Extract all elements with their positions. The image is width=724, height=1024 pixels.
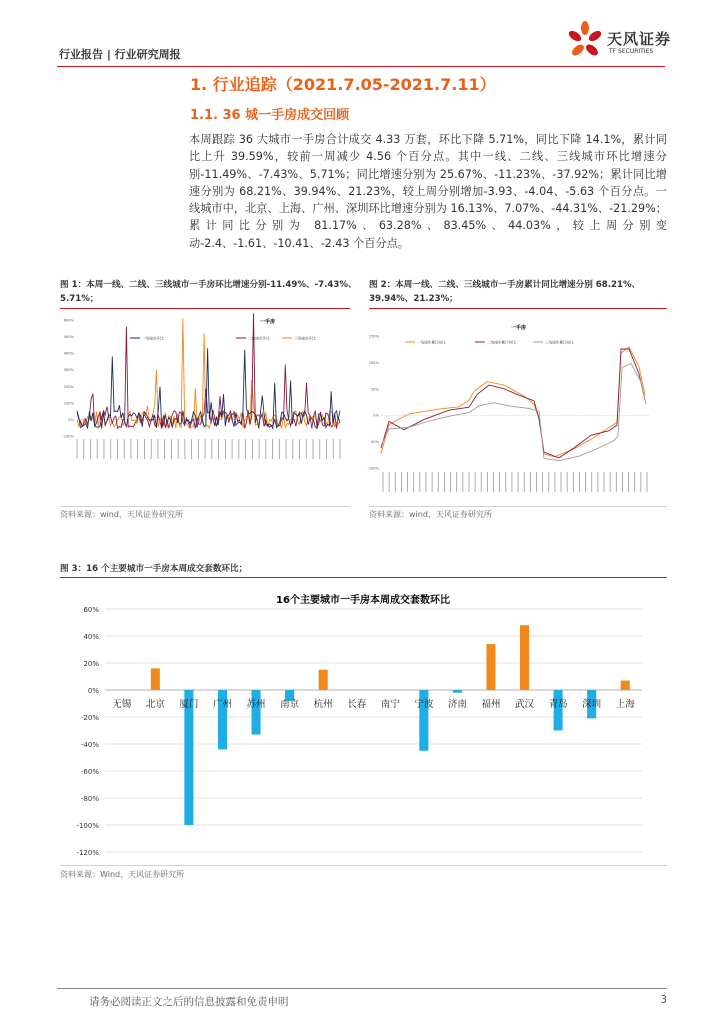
fig3-y-tick-label: -80% — [80, 795, 99, 803]
fig1-x-tick-label — [238, 439, 239, 459]
fig3-bar-北京 — [151, 668, 160, 690]
fig3-y-tick-label: 0% — [87, 687, 99, 695]
fig3-bar-上海 — [621, 681, 630, 690]
page-number: 3 — [660, 994, 667, 1006]
fig2-x-tick-label — [401, 472, 402, 492]
fig1-y-tick-label: 400% — [63, 351, 74, 356]
fig3-bottom-rule — [60, 865, 667, 866]
fig1-x-tick-label — [272, 439, 273, 459]
fig3-top-rule — [60, 577, 667, 578]
fig3-bar-厦门 — [184, 690, 193, 825]
fig2-x-tick-label — [389, 472, 390, 492]
fig1-x-tick-label — [218, 439, 219, 459]
fig3-x-tick-label: 长春 — [347, 699, 367, 710]
body-paragraph: 本周跟踪 36 大城市一手房合计成交 4.33 万套，环比下降 5.71%，同比下降 14.1%，累计同比上升 39.59%，较前一周减少 4.56 个百分点。其中一线、二线、三线城市环比增速分别-11.49%、-7.43%、5.71%；同比增速分别为 25.67%、-11.23%、-37.92%；累计同比增速分别为 68.21%、39.94%、21.23%，较上周分别增加-3.93、-4.04、-5.63 个百分点。一线城市中，北京、上海、广州、深圳环比增速分别为 16.13%、7.07%、-44.31%、-21.29%；累计同比分别为 81.17%、63.28%、83.45%、44.03%，较上周分别变动-2.4、-1.61、-10.41、-2.43 个百分点。 — [189, 133, 667, 250]
fig2-source: 资料来源：wind、天风证券研究所 — [369, 510, 492, 519]
fig1-y-tick-label: 600% — [63, 318, 74, 323]
fig2-chart — [369, 312, 667, 506]
fig3-x-tick-label: 苏州 — [246, 699, 266, 710]
fig2-y-tick-label: 50% — [371, 387, 379, 392]
fig2-x-tick-label — [505, 472, 506, 492]
fig1-x-tick-label — [211, 439, 212, 459]
fig2-x-tick-label — [456, 472, 457, 492]
fig2-series-line — [381, 347, 645, 457]
fig2-x-tick-label — [462, 472, 463, 492]
fig2-x-tick-label — [591, 472, 592, 492]
fig1-x-tick-label — [171, 439, 172, 459]
fig2-x-tick-label — [530, 472, 531, 492]
fig3-x-tick-label: 宁波 — [414, 699, 434, 710]
logo-subtitle: TF SECURITIES — [609, 48, 654, 55]
fig2-legend-label: 二线城市累计同比 — [487, 340, 516, 345]
fig2-caption: 图 2：本周一线、二线、三线城市一手房累计同比增速分别 68.21%、39.94%、21.23%； — [369, 280, 641, 304]
fig1-x-tick-label — [232, 439, 233, 459]
fig1-chart — [60, 312, 350, 506]
fig3-x-tick-label: 济南 — [447, 699, 467, 710]
fig2-y-tick-label: -50% — [369, 440, 379, 445]
fig3-x-tick-label: 北京 — [145, 699, 165, 710]
fig2-x-tick-label — [573, 472, 574, 492]
fig1-top-rule — [60, 308, 350, 309]
fig3-x-tick-label: 深圳 — [582, 699, 602, 710]
fig2-y-tick-label: 150% — [368, 334, 379, 339]
fig2-x-tick-label — [597, 472, 598, 492]
fig2-x-tick-label — [413, 472, 414, 492]
fig1-y-axis — [62, 319, 74, 439]
fig2-bottom-rule — [369, 506, 667, 507]
breadcrumb: 行业报告 | 行业研究周报 — [59, 48, 181, 61]
fig1-x-tick-label — [77, 439, 78, 459]
fig3-x-tick-label: 广州 — [212, 699, 232, 710]
fig1-x-tick-label — [252, 439, 253, 459]
fig3-caption: 图 3：16 个主要城市一手房本周成交套数环比； — [60, 564, 248, 574]
fig1-x-tick-label — [110, 439, 111, 459]
fig3-source: 资料来源：Wind、天风证券研究所 — [60, 870, 185, 879]
fig1-x-axis-dates — [77, 439, 341, 459]
fig1-x-tick-label — [178, 439, 179, 459]
fig3-x-tick-label: 南宁 — [380, 699, 400, 710]
section-subtitle: 1.1. 36 城一手房成交回顾 — [190, 108, 350, 123]
fig2-x-tick-label — [610, 472, 611, 492]
fig3-bar-武汉 — [520, 625, 529, 690]
fig1-x-tick-label — [313, 439, 314, 459]
fig3-y-tick-label: 60% — [83, 606, 99, 614]
fig2-chart-title: 一手房 — [511, 325, 527, 331]
fig3-y-tick-label: -120% — [76, 849, 99, 857]
company-logo — [565, 20, 675, 62]
fig2-x-tick-label — [579, 472, 580, 492]
fig3-x-tick-label: 无锡 — [112, 699, 132, 710]
fig2-x-tick-label — [585, 472, 586, 492]
fig1-y-tick-label: 200% — [63, 384, 74, 389]
fig3-y-axis — [76, 606, 99, 857]
fig2-x-tick-label — [518, 472, 519, 492]
fig1-legend — [130, 336, 316, 341]
fig3-y-tick-label: -20% — [80, 714, 99, 722]
fig3-x-tick-label: 杭州 — [313, 699, 333, 710]
fig2-x-tick-label — [426, 472, 427, 492]
fig2-x-tick-label — [536, 472, 537, 492]
fig1-legend-label: 二线城市环比 — [248, 336, 270, 341]
fig1-x-tick-label — [184, 439, 185, 459]
fig1-x-tick-label — [245, 439, 246, 459]
fig1-bottom-rule — [60, 506, 350, 507]
fig2-x-tick-label — [481, 472, 482, 492]
fig3-bars — [151, 625, 630, 825]
fig2-x-tick-label — [542, 472, 543, 492]
fig1-x-tick-label — [117, 439, 118, 459]
fig2-x-tick-label — [469, 472, 470, 492]
fig2-y-tick-label: 0% — [373, 413, 379, 418]
fig2-x-tick-label — [647, 472, 648, 492]
fig1-x-tick-label — [225, 439, 226, 459]
fig3-x-tick-label: 厦门 — [179, 699, 199, 710]
fig2-x-tick-label — [604, 472, 605, 492]
fig1-x-tick-label — [144, 439, 145, 459]
fig1-x-tick-label — [90, 439, 91, 459]
fig2-x-tick-label — [419, 472, 420, 492]
fig2-x-tick-label — [395, 472, 396, 492]
fig1-legend-label: 三线城市环比 — [294, 336, 316, 341]
fig2-x-tick-label — [616, 472, 617, 492]
fig1-x-tick-label — [292, 439, 293, 459]
fig1-y-tick-label: 300% — [63, 368, 74, 373]
fig1-x-tick-label — [137, 439, 138, 459]
fig1-x-tick-label — [326, 439, 327, 459]
fig2-x-tick-label — [475, 472, 476, 492]
fig1-x-tick-label — [319, 439, 320, 459]
fig3-bar-青岛 — [554, 690, 563, 731]
fig1-x-tick-label — [97, 439, 98, 459]
fig1-x-tick-label — [131, 439, 132, 459]
fig1-caption: 图 1：本周一线、二线、三线城市一手房环比增速分别-11.49%、-7.43%、5.71%； — [60, 280, 357, 304]
fig1-x-tick-label — [151, 439, 152, 459]
fig3-x-tick-label: 上海 — [615, 699, 635, 710]
fig1-x-tick-label — [124, 439, 125, 459]
fig2-x-tick-label — [432, 472, 433, 492]
fig2-legend — [405, 340, 574, 345]
fig1-chart-title: 一手房 — [260, 319, 276, 325]
fig1-y-tick-label: -100% — [62, 434, 74, 439]
fig1-x-tick-label — [191, 439, 192, 459]
fig1-source: 资料来源：wind、天风证券研究所 — [60, 510, 183, 519]
fig1-y-tick-label: 0% — [68, 417, 74, 422]
fig1-x-tick-label — [306, 439, 307, 459]
fig1-y-tick-label: 500% — [63, 335, 74, 340]
fig1-x-tick-label — [299, 439, 300, 459]
fig2-y-tick-label: 100% — [368, 360, 379, 365]
logo-name: 天风证券 — [607, 30, 672, 48]
fig1-x-tick-label — [164, 439, 165, 459]
fig3-y-tick-label: 40% — [83, 633, 99, 641]
fig3-x-tick-label: 福州 — [481, 699, 501, 710]
fig1-x-tick-label — [265, 439, 266, 459]
fig3-x-tick-label: 青岛 — [548, 699, 568, 710]
fig3-x-tick-label: 南京 — [280, 699, 300, 710]
fig2-x-tick-label — [499, 472, 500, 492]
fig3-bar-济南 — [453, 690, 462, 693]
fig3-chart — [60, 580, 667, 865]
fig1-x-tick-label — [158, 439, 159, 459]
fig2-x-tick-label — [450, 472, 451, 492]
fig2-x-tick-label — [622, 472, 623, 492]
fig2-x-tick-label — [634, 472, 635, 492]
fig3-y-tick-label: -60% — [80, 768, 99, 776]
fig3-bar-杭州 — [319, 670, 328, 690]
fig1-x-tick-label — [259, 439, 260, 459]
fig1-y-tick-label: 100% — [63, 401, 74, 406]
section-title: 1. 行业追踪（2021.7.05-2021.7.11） — [190, 75, 496, 94]
fig3-y-tick-label: 20% — [83, 660, 99, 668]
fig2-top-rule — [369, 308, 667, 309]
fig1-x-tick-label — [333, 439, 334, 459]
fig2-x-tick-label — [640, 472, 641, 492]
header-rule — [57, 66, 665, 67]
fig2-x-tick-label — [567, 472, 568, 492]
fig2-plot-area — [381, 347, 649, 461]
footer-rule — [57, 988, 667, 989]
fig1-x-tick-label — [340, 439, 341, 459]
fig3-bar-福州 — [486, 644, 495, 690]
fig2-x-tick-label — [487, 472, 488, 492]
fig1-x-tick-label — [198, 439, 199, 459]
fig1-x-tick-label — [83, 439, 84, 459]
fig3-x-axis-labels — [112, 698, 635, 710]
fig1-legend-label: 一线城市环比 — [142, 336, 164, 341]
fig2-legend-label: 一线城市累计同比 — [417, 340, 446, 345]
fig2-x-tick-label — [438, 472, 439, 492]
fig2-x-axis-dates — [383, 472, 648, 492]
fig3-x-tick-label: 武汉 — [515, 699, 535, 710]
fig2-y-axis — [367, 335, 379, 471]
fig2-x-tick-label — [407, 472, 408, 492]
fig1-x-tick-label — [279, 439, 280, 459]
fig3-y-tick-label: -40% — [80, 741, 99, 749]
fig3-bar-苏州 — [252, 690, 261, 735]
fig2-x-tick-label — [561, 472, 562, 492]
fig2-x-tick-label — [444, 472, 445, 492]
fig2-series-line — [381, 349, 645, 458]
fig2-x-tick-label — [555, 472, 556, 492]
fig2-x-tick-label — [383, 472, 384, 492]
fig2-x-tick-label — [493, 472, 494, 492]
fig3-chart-title: 16个主要城市一手房本周成交套数环比 — [276, 595, 450, 606]
fig2-x-tick-label — [628, 472, 629, 492]
fig2-legend-label: 三线城市累计同比 — [545, 340, 574, 345]
fig2-x-tick-label — [512, 472, 513, 492]
page-footer — [57, 988, 667, 1018]
fig3-y-tick-label: -100% — [76, 822, 99, 830]
fig2-x-tick-label — [548, 472, 549, 492]
footer-disclaimer: 请务必阅读正文之后的信息披露和免责申明 — [89, 996, 289, 1008]
fig2-y-tick-label: -100% — [367, 466, 379, 471]
fig2-x-tick-label — [524, 472, 525, 492]
fig1-x-tick-label — [104, 439, 105, 459]
fig1-x-tick-label — [286, 439, 287, 459]
fig1-plot-area — [77, 313, 340, 428]
fig1-x-tick-label — [205, 439, 206, 459]
logo-flower-icon — [565, 20, 605, 62]
